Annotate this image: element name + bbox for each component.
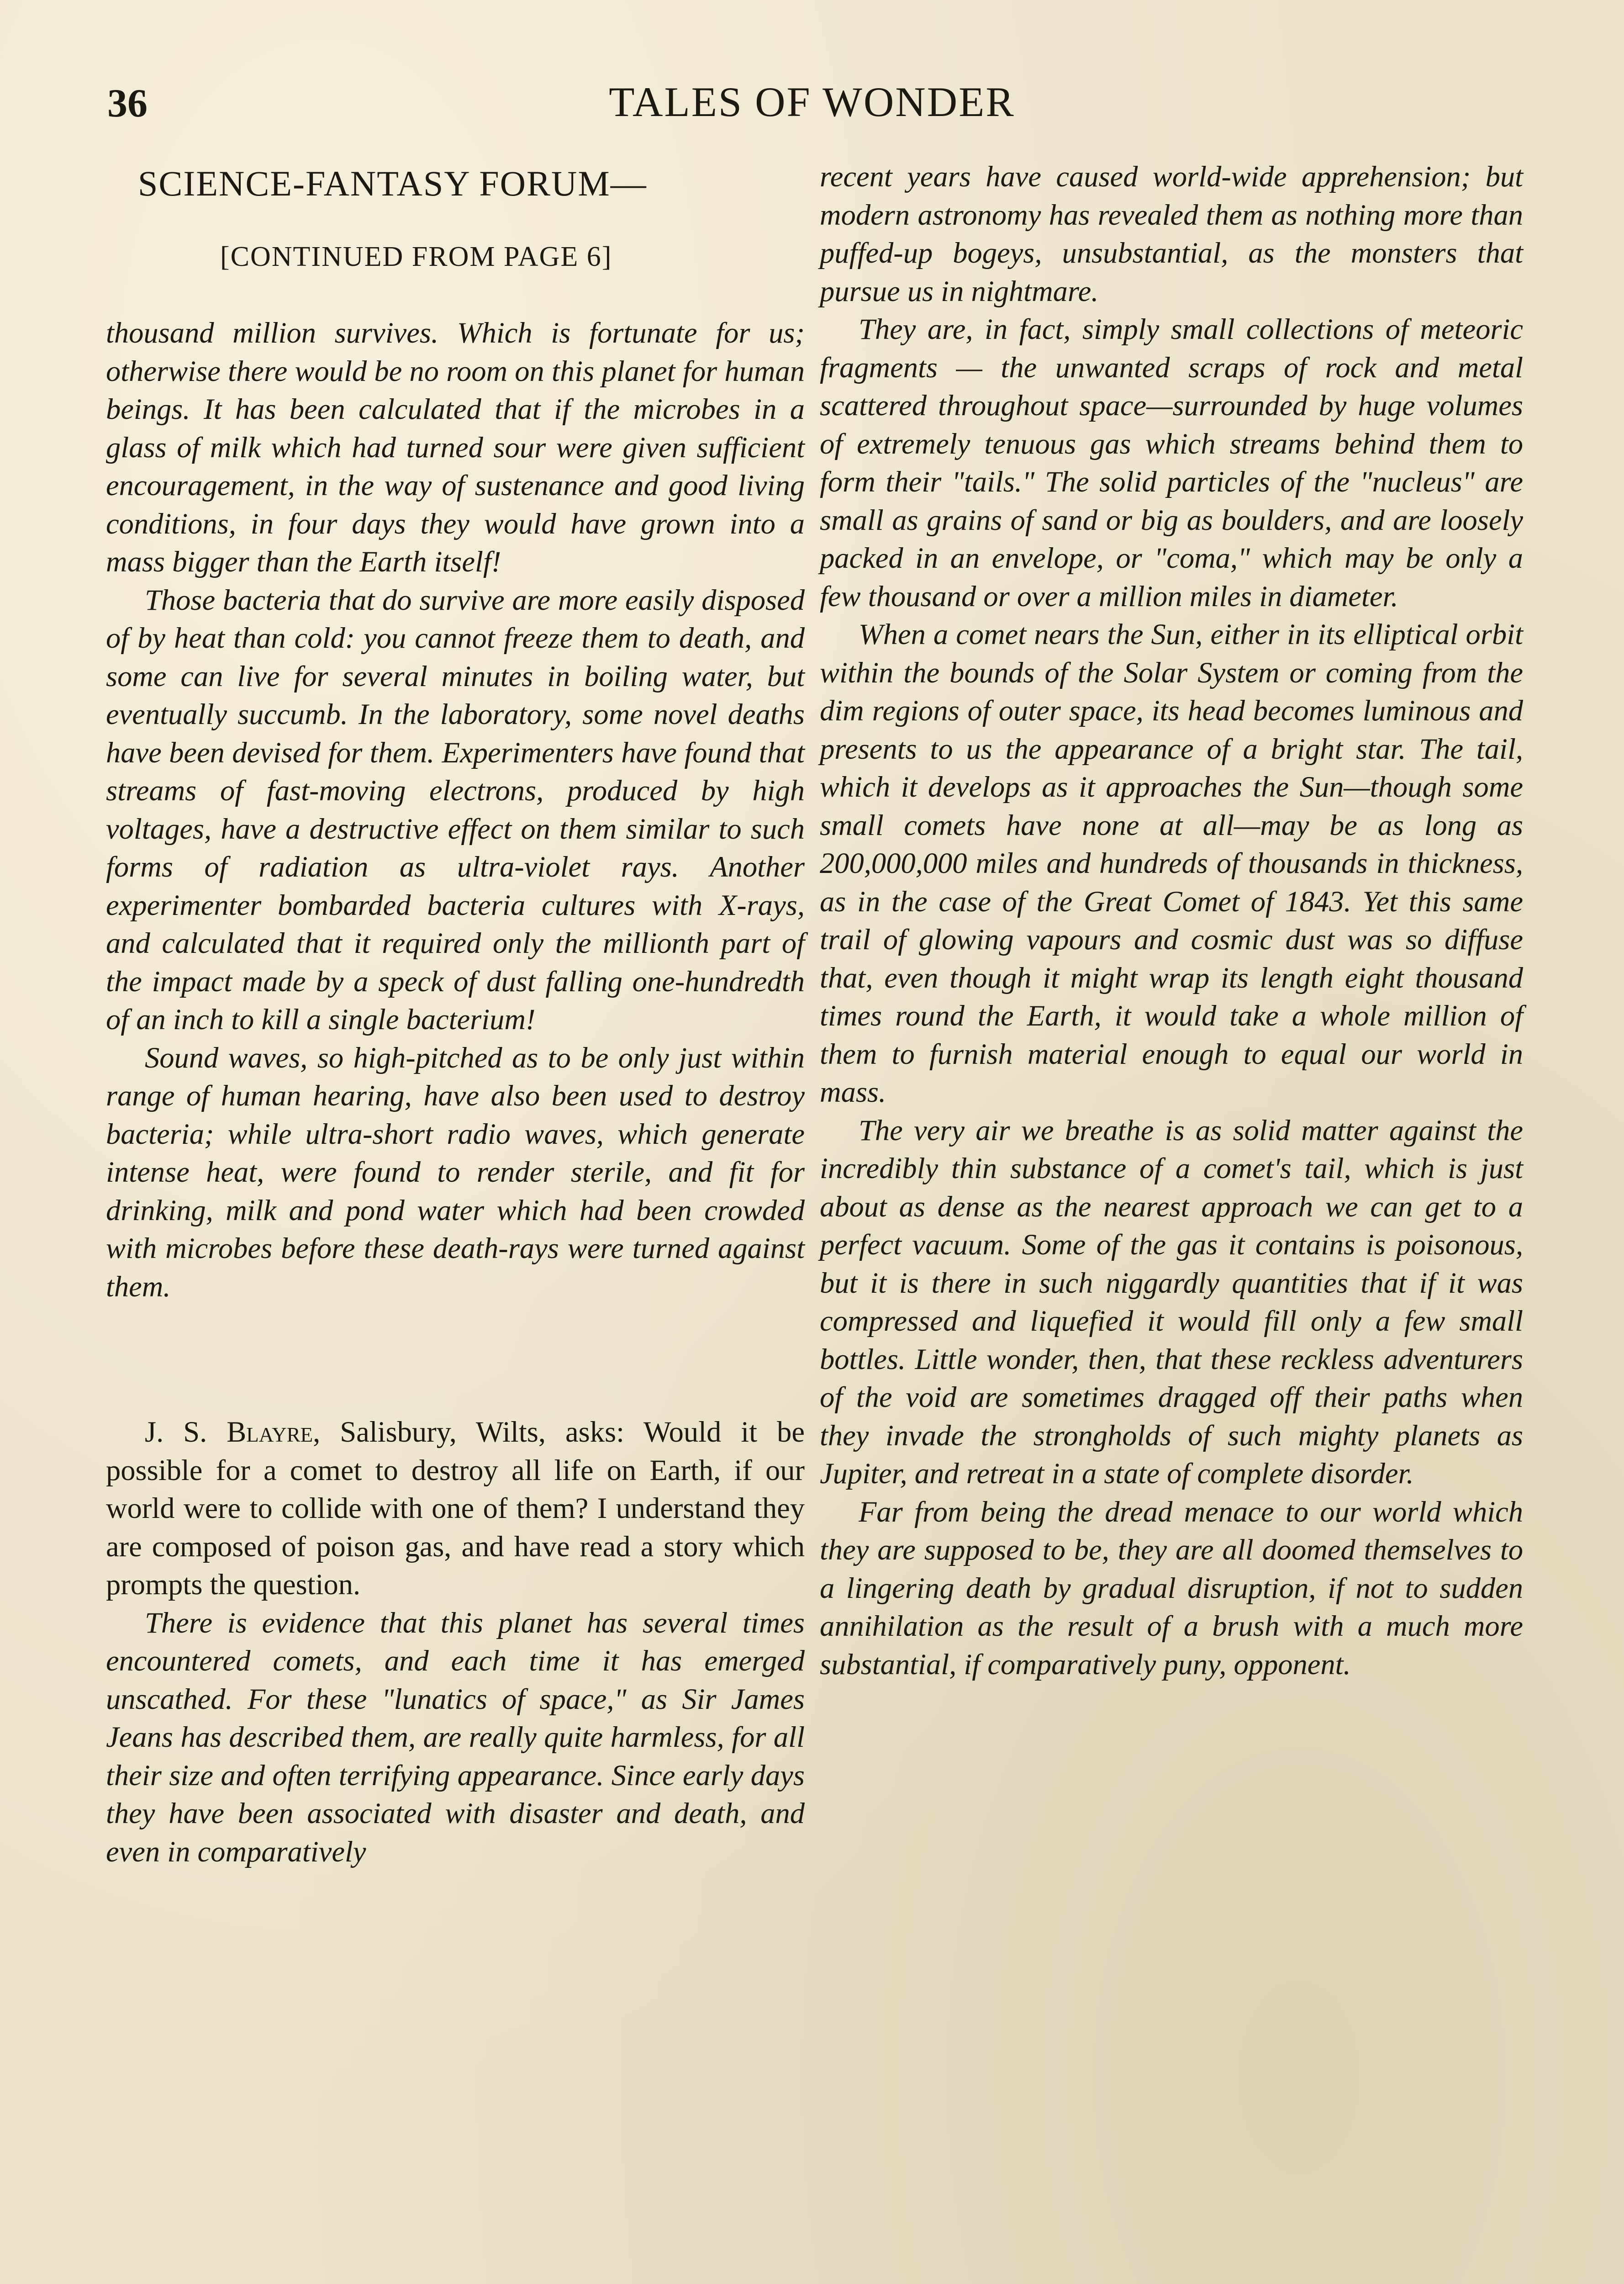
paragraph: When a comet nears the Sun, either in its elliptical orbit within the bounds of the Solar System or coming from the dim regions of outer space, its head becomes luminous and presents to us the appearance of a bright star. The tail, which it develops as it approaches the Sun—though some small comets have none at all—may be as long as 200,000,000 miles and hundreds of thousands in thickness, as in the case of the Great Comet of 1843. Yet this same trail of glowing vapours and cosmic dust was so diffuse that, even though it might wrap its length eight thousand times round the Earth, it would take a whole million of them to furnish material enough to equal our world in mass.	[820, 618, 1523, 1108]
questioner-name: J. S. Blayre	[145, 1416, 313, 1448]
paragraph: They are, in fact, simply small collections of meteoric fragments — the unwanted scraps of rock and metal scattered throughout space—surrounded by huge volumes of extremely tenuous gas which streams behind them to form their "tails." The solid particles of the "nucleus" are small as grains of sand or big as boulders, and are loosely packed in an envelope, or "coma," which may be only a few thousand or over a million miles in diameter.	[820, 313, 1523, 613]
reader-question	[106, 1413, 805, 1604]
question-text: , Salisbury, Wilts, asks: Would it be possible for a comet to destroy all life on Earth, if our world were to collide with one of them? I understand they are composed of poison gas, and have read a story which prompts the question.	[106, 1416, 805, 1601]
paragraph: Those bacteria that do survive are more easily disposed of by heat than cold: you cannot freeze them to death, and some can live for several minutes in boiling water, but eventually succumb. In the laboratory, some novel deaths have been devised for them. Experimenters have found that streams of fast-moving electrons, produced by high voltages, have a destructive effect on them similar to such forms of radiation as ultra-violet rays. Another experimenter bombarded bacteria cultures with X-rays, and calculated that it required only the millionth part of the impact made by a speck of dust falling one-hundredth of an inch to kill a single bacterium!	[106, 583, 805, 1036]
running-head: TALES OF WONDER	[609, 79, 1015, 125]
right-column	[820, 158, 1523, 1683]
paragraph: thousand million survives. Which is fortunate for us; otherwise there would be no room on this planet for human beings. It has been calculated that if the microbes in a glass of milk which had turned sour were given sufficient encouragement, in the way of sustenance and good living conditions, in four days they would have grown into a mass bigger than the Earth itself!	[106, 317, 805, 578]
paragraph: There is evidence that this planet has several times encountered comets, and each time it has emerged unscathed. For these "lunatics of space," as Sir James Jeans has described them, are really quite harmless, for all their size and often terrifying appearance. Since early days they have been associated with disaster and death, and even in comparatively	[106, 1606, 805, 1868]
paragraph: Sound waves, so high-pitched as to be only just within range of human hearing, have also been used to destroy bacteria; while ultra-short radio waves, which generate intense heat, were found to render sterile, and fit for drinking, milk and pond water which had been crowded with microbes before these death-rays were turned against them.	[106, 1041, 805, 1303]
paragraph: Far from being the dread menace to our world which they are supposed to be, they are all doomed themselves to a lingering death by gradual disruption, if not to sudden annihilation as the result of a brush with a much more substantial, if comparatively puny, opponent.	[820, 1495, 1523, 1681]
paragraph: The very air we breathe is as solid matter against the incredibly thin substance of a comet's tail, which is just about as dense as the nearest approach we can get to a perfect vacuum. Some of the gas it contains is poisonous, but it is there in such niggardly quantities that if it was compressed and liquefied it would fill only a few small bottles. Little wonder, then, that these reckless adventurers of the void are sometimes dragged off their paths when they invade the strongholds of such mighty planets as Jupiter, and retreat in a state of complete disorder.	[820, 1114, 1523, 1490]
left-column	[106, 158, 805, 1871]
page-number: 36	[107, 81, 148, 126]
continued-note: [CONTINUED FROM PAGE 6]	[220, 241, 612, 272]
section-title: SCIENCE-FANTASY FORUM—	[138, 164, 647, 203]
paragraph: recent years have caused world-wide apprehension; but modern astronomy has revealed them as nothing more than puffed-up bogeys, unsubstantial, as the monsters that pursue us in nightmare.	[820, 160, 1523, 307]
